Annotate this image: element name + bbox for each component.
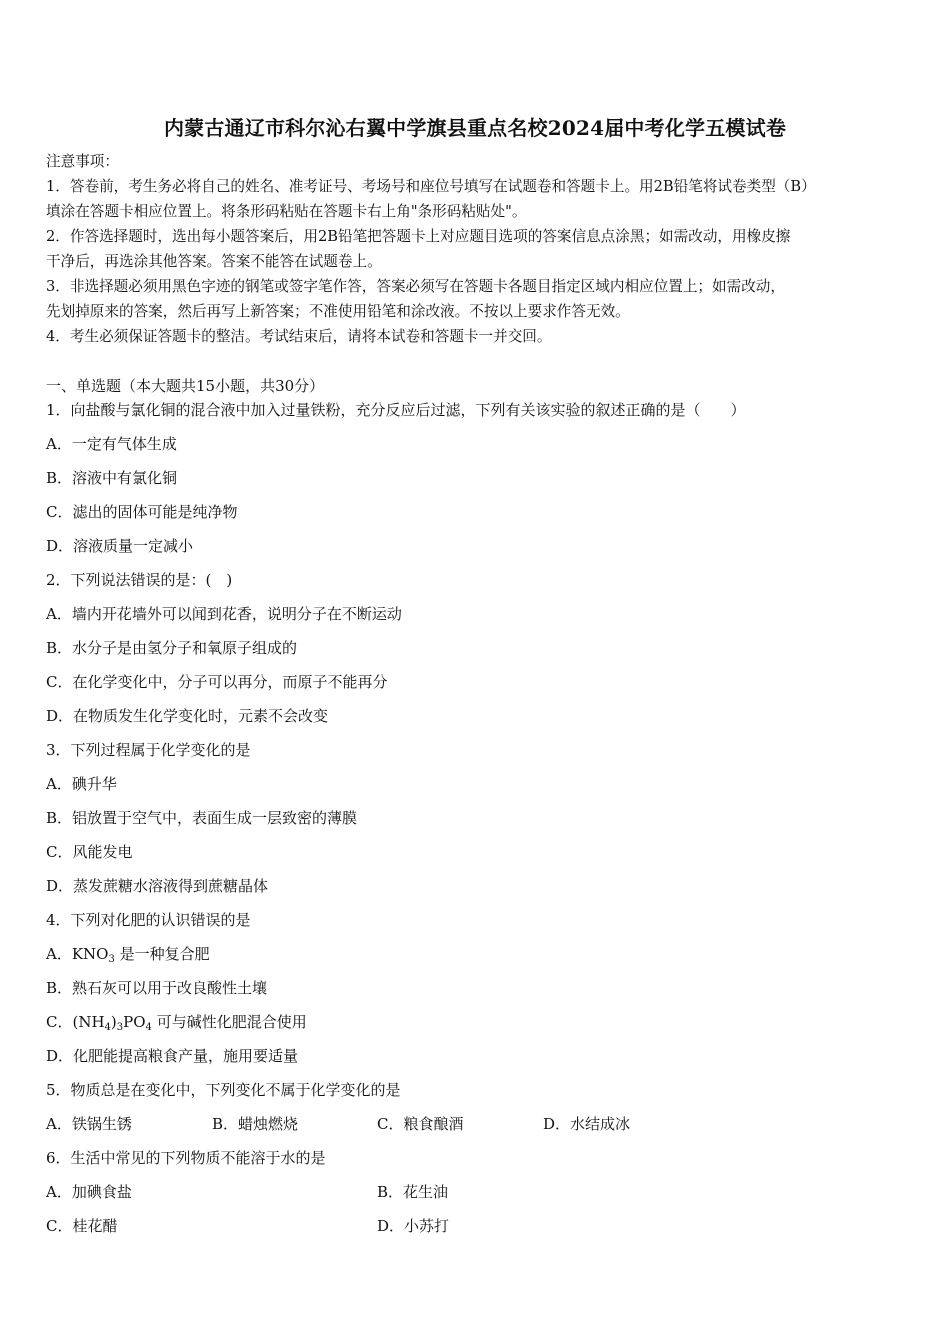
option-d: D．小苏打 xyxy=(377,1217,450,1235)
notice-line: 填涂在答题卡相应位置上。将条形码粘贴在答题卡右上角"条形码粘贴处"。 xyxy=(46,203,527,220)
notice-line: 干净后，再选涂其他答案。答案不能答在试题卷上。 xyxy=(46,253,382,270)
notice-line: 3．非选择题必须用黑色字迹的钢笔或签字笔作答，答案必须写在答题卡各题目指定区域内相应位置上；如需改动， xyxy=(46,278,785,295)
notice-line: 1．答卷前，考生务必将自己的姓名、准考证号、考场号和座位号填写在试题卷和答题卡上。用2B铅笔将试卷类型（B） xyxy=(46,178,816,195)
option-a: A．碘升华 xyxy=(46,775,117,793)
option-b: B．溶液中有氯化铜 xyxy=(46,469,178,487)
option-d: D．蒸发蔗糖水溶液得到蔗糖晶体 xyxy=(46,877,269,895)
option-b: B．熟石灰可以用于改良酸性土壤 xyxy=(46,979,268,997)
option-b: B．花生油 xyxy=(377,1183,449,1201)
option-c-text: PO xyxy=(123,1013,146,1031)
option-a xyxy=(46,944,210,964)
question-stem: 4．下列对化肥的认识错误的是 xyxy=(46,911,251,929)
notice-line: 2．作答选择题时，选出每小题答案后，用2B铅笔把答题卡上对应题目选项的答案信息点涂黑；如需改动，用橡皮擦 xyxy=(46,228,791,245)
question-stem: 1．向盐酸与氯化铜的混合液中加入过量铁粉，充分反应后过滤，下列有关该实验的叙述正确的是（ ） xyxy=(46,401,746,419)
option-a: A．铁锅生锈 xyxy=(46,1115,132,1133)
option-a: A．墙内开花墙外可以闻到花香，说明分子在不断运动 xyxy=(46,605,402,623)
option-d: D．水结成冰 xyxy=(543,1115,631,1133)
option-c-text: C．(NH xyxy=(46,1013,105,1031)
subscript: 4 xyxy=(104,1022,111,1033)
option-c-text: 可与碱性化肥混合使用 xyxy=(151,1013,307,1031)
option-a-text: 是一种复合肥 xyxy=(114,945,210,963)
question-stem: 5．物质总是在变化中，下列变化不属于化学变化的是 xyxy=(46,1081,401,1099)
option-c: C．滤出的固体可能是纯净物 xyxy=(46,503,238,521)
notice-line: 先划掉原来的答案，然后再写上新答案；不准使用铅笔和涂改液。不按以上要求作答无效。 xyxy=(46,303,630,320)
subscript: 3 xyxy=(116,1022,124,1033)
option-b: B．铝放置于空气中，表面生成一层致密的薄膜 xyxy=(46,809,358,827)
option-a: A．一定有气体生成 xyxy=(46,435,177,453)
option-c: C．桂花醋 xyxy=(46,1217,118,1235)
notice-line: 4．考生必须保证答题卡的整洁。考试结束后，请将本试卷和答题卡一并交回。 xyxy=(46,328,552,345)
option-c: C．风能发电 xyxy=(46,843,133,861)
subscript: 4 xyxy=(145,1022,152,1033)
option-d: D．化肥能提高粮食产量，施用要适量 xyxy=(46,1047,299,1065)
question-stem: 3．下列过程属于化学变化的是 xyxy=(46,741,251,759)
option-c xyxy=(46,1012,307,1032)
option-c-text: ) xyxy=(110,1013,117,1031)
option-c: C．粮食酿酒 xyxy=(377,1115,464,1133)
option-c: C．在化学变化中，分子可以再分，而原子不能再分 xyxy=(46,673,388,691)
notice-heading: 注意事项： xyxy=(46,153,119,170)
option-d: D．在物质发生化学变化时，元素不会改变 xyxy=(46,707,329,725)
page-title: 内蒙古通辽市科尔沁右翼中学旗县重点名校2024届中考化学五模试卷 xyxy=(163,116,787,140)
question-stem: 6．生活中常见的下列物质不能溶于水的是 xyxy=(46,1149,326,1167)
option-d: D．溶液质量一定减小 xyxy=(46,537,194,555)
section-heading: 一、单选题（本大题共15小题，共30分） xyxy=(46,377,325,395)
option-b: B．水分子是由氢分子和氧原子组成的 xyxy=(46,639,298,657)
subscript: 3 xyxy=(108,954,115,965)
option-b: B．蜡烛燃烧 xyxy=(212,1115,299,1133)
question-stem: 2．下列说法错误的是：( ) xyxy=(46,571,233,589)
option-a: A．加碘食盐 xyxy=(46,1183,132,1201)
option-a-text: A．KNO xyxy=(46,945,109,963)
